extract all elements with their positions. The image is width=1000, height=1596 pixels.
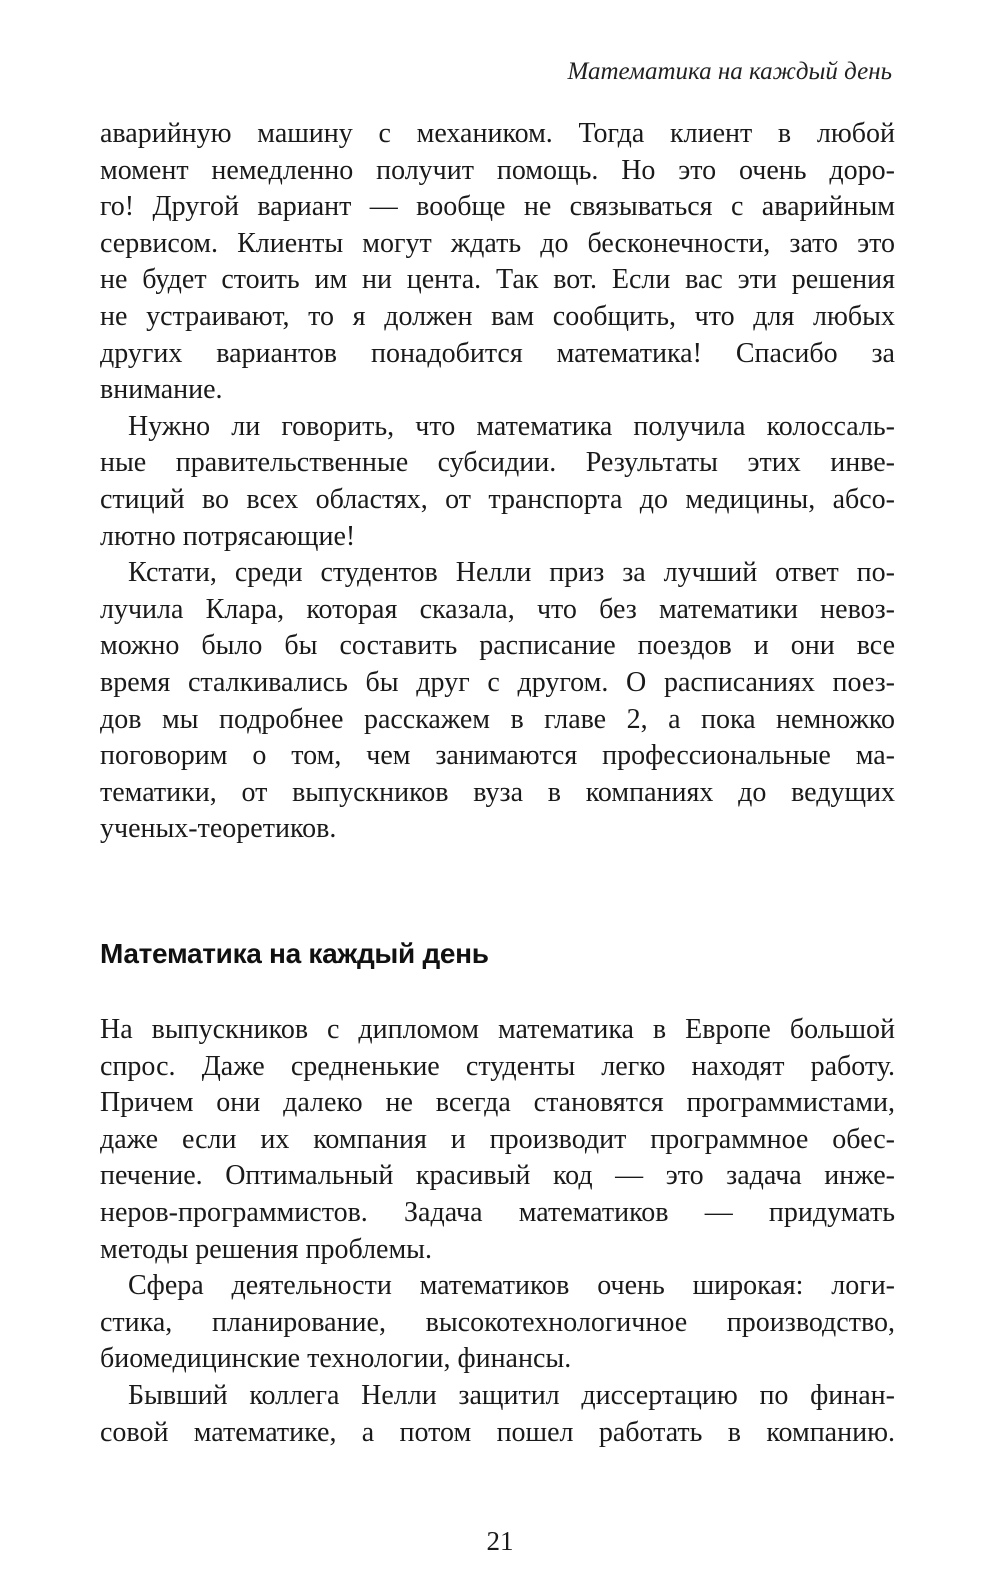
page-number: 21 (486, 1526, 514, 1556)
text-line: методы решения проблемы. (100, 1233, 432, 1265)
text-line: совой математике, а потом пошел работать в компанию. (100, 1416, 895, 1448)
text-line: не устраивают, то я должен вам сообщить, что для любых (100, 300, 895, 332)
text-line: Кстати, среди студентов Нелли приз за лучший ответ по- (128, 557, 895, 589)
text-line: неров-программистов. Задача математиков — придумать (100, 1196, 895, 1228)
text-line: дов мы подробнее расскажем в главе 2, а пока немножко (100, 703, 895, 735)
text-line: момент немедленно получит помощь. Но это очень доро- (100, 154, 895, 186)
text-line: стика, планирование, высокотехнологичное производство, (100, 1306, 895, 1338)
text-line: тематики, от выпускников вуза в компаниях до ведущих (100, 776, 895, 808)
text-line: других вариантов понадобится математика! Спасибо за (100, 337, 895, 369)
text-line: внимание. (100, 374, 223, 406)
text-line: Бывший коллега Нелли защитил диссертацию по финан- (128, 1379, 895, 1411)
text-line: го! Другой вариант — вообще не связываться с аварийным (100, 191, 895, 223)
text-line: Причем они далеко не всегда становятся программистами, (100, 1087, 895, 1119)
text-line: лучила Клара, которая сказала, что без математики невоз- (100, 593, 895, 625)
text-block-2 (100, 1012, 895, 1451)
text-line: ученых-теоретиков. (100, 813, 337, 845)
text-line: Нужно ли говорить, что математика получила колоссаль- (128, 410, 895, 442)
text-line: Сфера деятельности математиков очень широкая: логи- (128, 1270, 895, 1302)
text-line: поговорим о том, чем занимаются профессиональные ма- (100, 740, 895, 772)
text-line: не будет стоить им ни цента. Так вот. Если вас эти решения (100, 264, 895, 296)
text-line: можно было бы составить расписание поездов и они все (100, 630, 895, 662)
text-line: время сталкивались бы друг с другом. О расписаниях поез- (100, 666, 895, 698)
text-line: печение. Оптимальный красивый код — это задача инже- (100, 1160, 895, 1192)
text-line: сервисом. Клиенты могут ждать до бесконечности, зато это (100, 227, 895, 259)
text-line: аварийную машину с механиком. Тогда клиент в любой (100, 118, 895, 149)
running-header: Математика на каждый день (567, 58, 892, 85)
text-line: биомедицинские технологии, финансы. (100, 1343, 572, 1375)
text-line: ные правительственные субсидии. Результаты этих инве- (100, 447, 895, 479)
text-block-1 (100, 116, 895, 848)
section-heading: Математика на каждый день (100, 938, 489, 969)
text-line: спрос. Даже средненькие студенты легко находят работу. (100, 1050, 895, 1082)
text-line: стиций во всех областях, от транспорта до медицины, абсо- (100, 483, 895, 515)
text-line: лютно потрясающие! (100, 520, 356, 552)
text-line: На выпускников с дипломом математика в Европе большой (100, 1014, 895, 1045)
text-line: даже если их компания и производит программное обес- (100, 1123, 895, 1155)
